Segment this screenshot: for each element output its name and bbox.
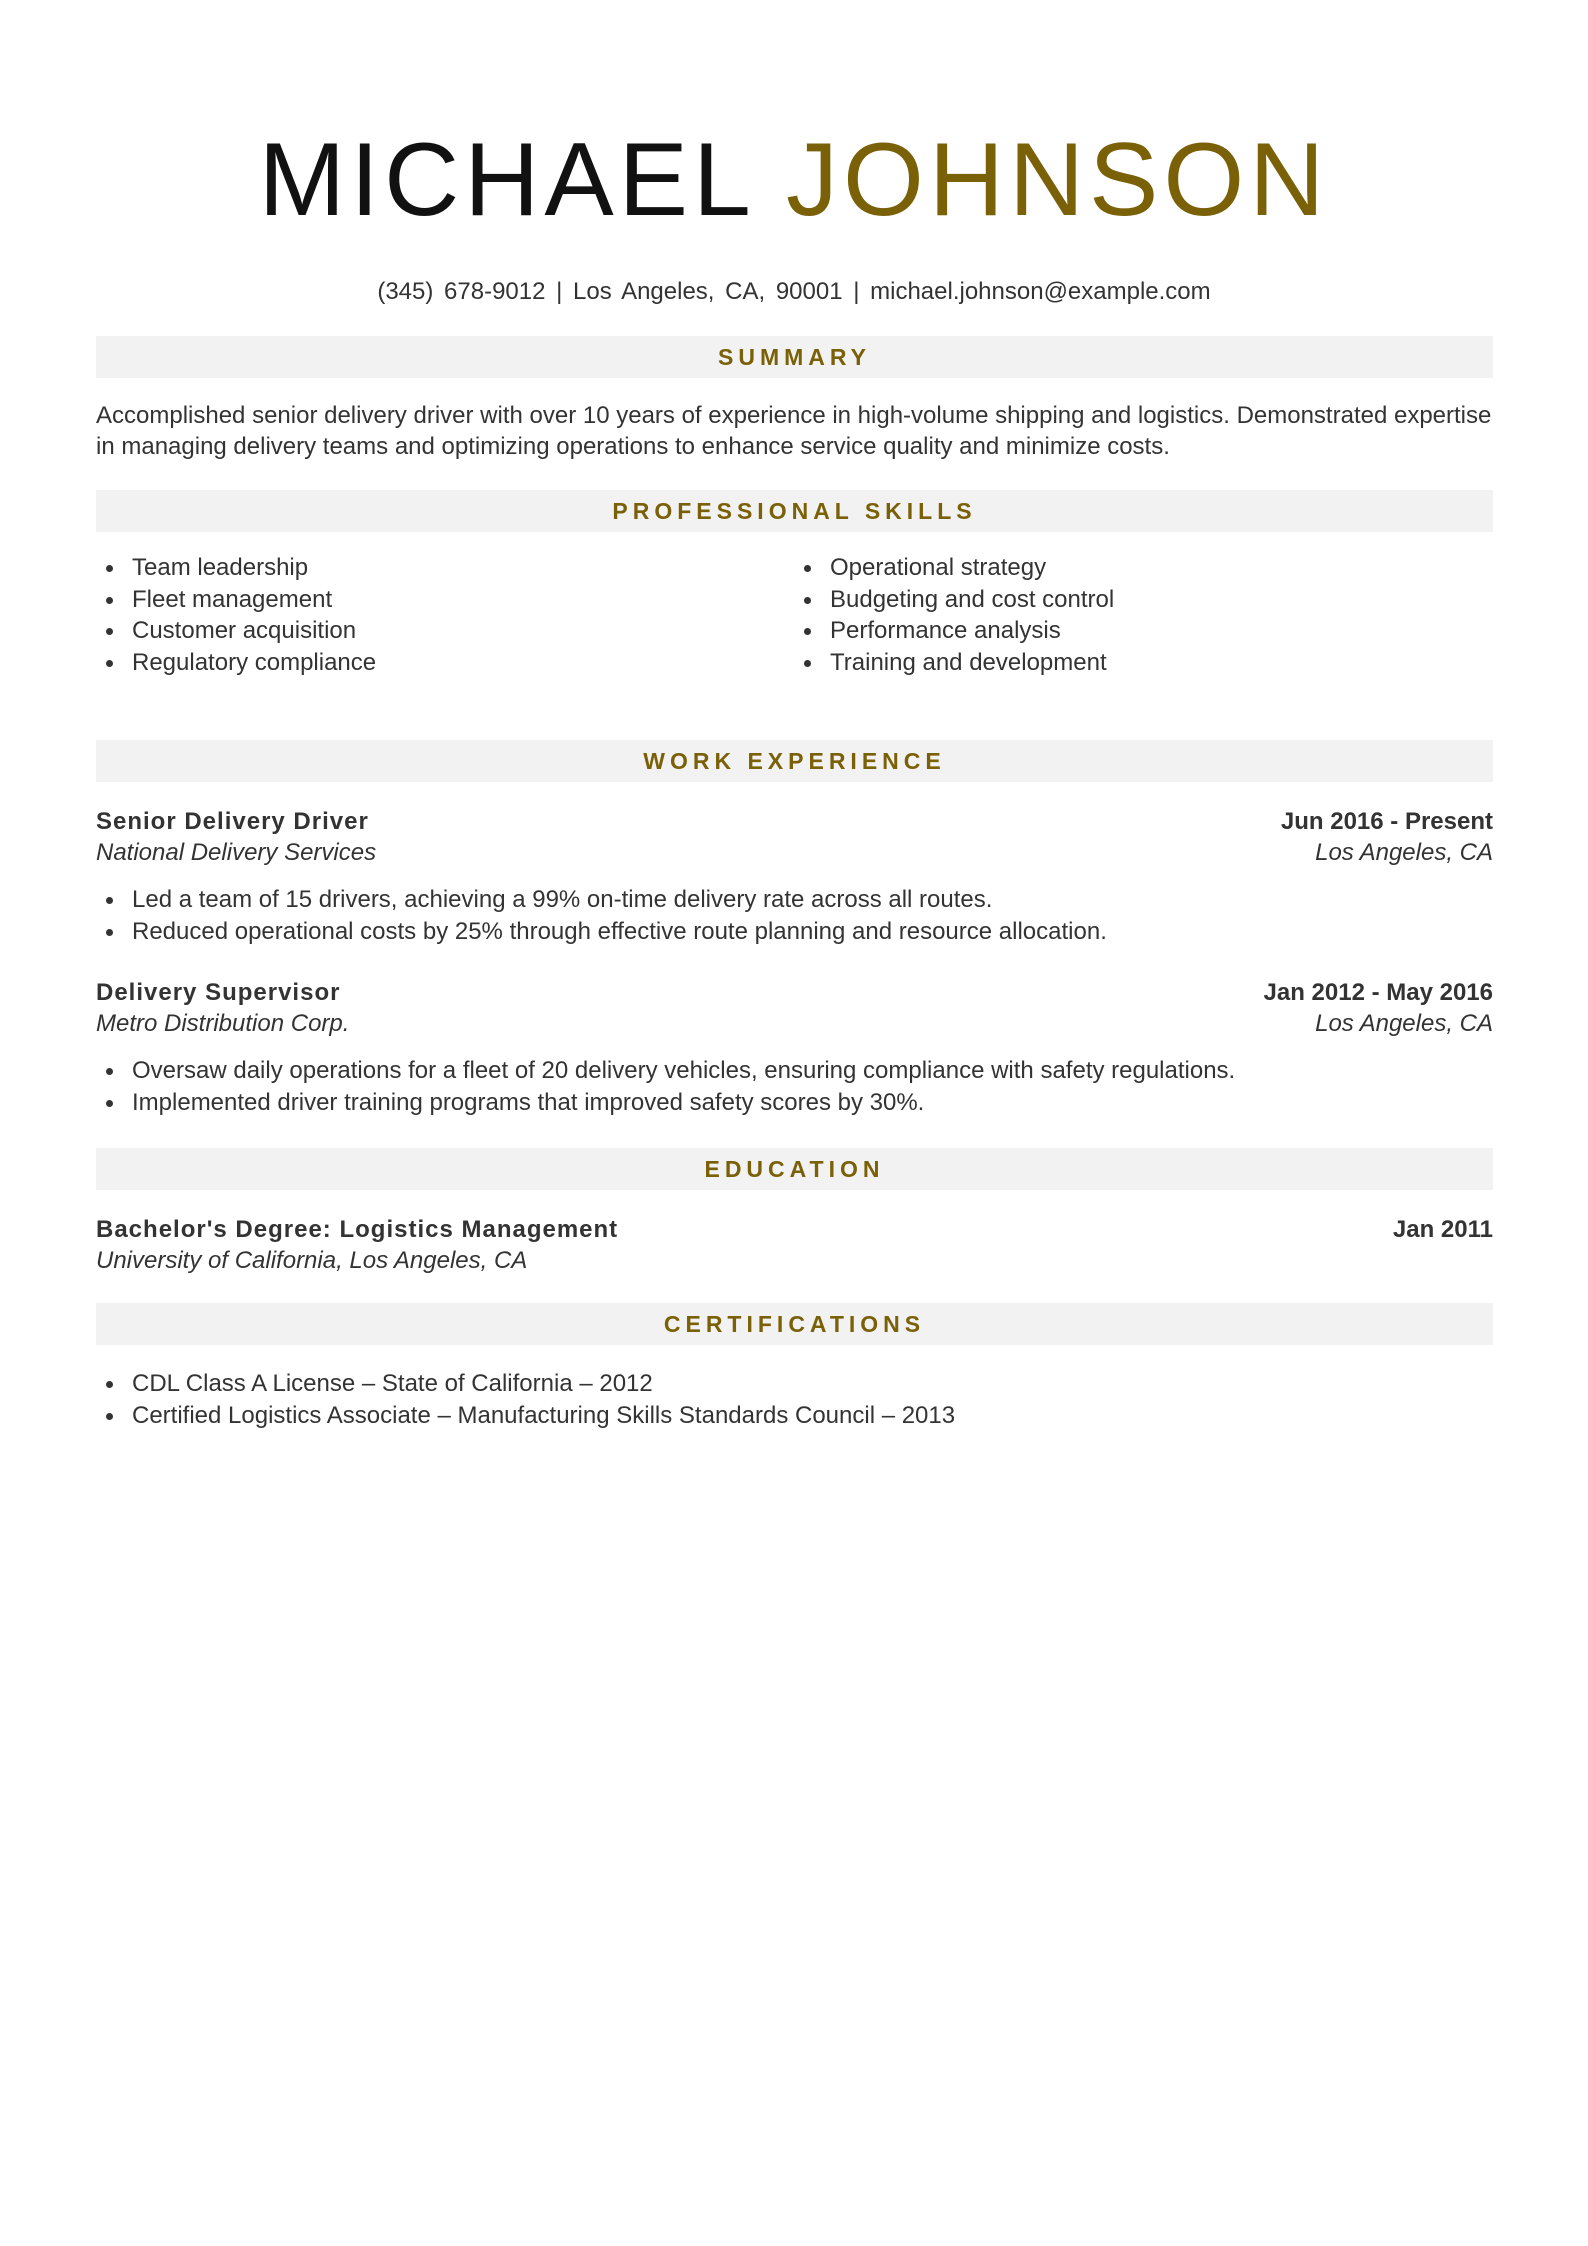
list-item: Certified Logistics Associate – Manufacturing Skills Standards Council – 2013 — [96, 1400, 1493, 1432]
summary-heading: SUMMARY — [96, 336, 1493, 378]
skills-list-left — [96, 552, 776, 678]
contact-line: (345) 678-9012 | Los Angeles, CA, 90001 | michael.johnson@example.com — [377, 278, 1211, 305]
list-item: Customer acquisition — [96, 615, 776, 647]
list-item: Training and development — [794, 647, 1474, 679]
education-date: Jan 2011 — [1392, 1216, 1493, 1243]
job-title: Senior Delivery Driver — [96, 808, 369, 835]
degree: Bachelor's Degree: Logistics Management — [96, 1216, 619, 1243]
list-item: Budgeting and cost control — [794, 584, 1474, 616]
job-dates: Jun 2016 - Present — [1280, 808, 1493, 835]
list-item: CDL Class A License – State of California – 2012 — [96, 1368, 1493, 1400]
job-location: Los Angeles, CA — [1315, 839, 1493, 866]
list-item: Operational strategy — [794, 552, 1474, 584]
first-name: MICHAEL — [258, 122, 753, 238]
education-entry — [96, 1214, 1493, 1276]
list-item: Implemented driver training programs that improved safety scores by 30%. — [96, 1087, 1493, 1119]
school: University of California, Los Angeles, CA — [96, 1247, 528, 1274]
job-dates: Jan 2012 - May 2016 — [1263, 979, 1493, 1006]
job-entry — [96, 977, 1493, 1039]
list-item: Led a team of 15 drivers, achieving a 99% on-time delivery rate across all routes. — [96, 884, 1493, 916]
education-heading: EDUCATION — [96, 1148, 1493, 1190]
list-item: Regulatory compliance — [96, 647, 776, 679]
list-item: Team leadership — [96, 552, 776, 584]
list-item: Performance analysis — [794, 615, 1474, 647]
candidate-name — [0, 120, 1588, 240]
job-bullets — [96, 884, 1493, 947]
list-item: Fleet management — [96, 584, 776, 616]
summary-text: Accomplished senior delivery driver with over 10 years of experience in high-volume shipping and logistics. Demonstrated expertise in managing delivery teams and optimizing operations to enhance service quality and minimize costs. — [96, 402, 1492, 460]
list-item: Oversaw daily operations for a fleet of 20 delivery vehicles, ensuring compliance with safety regulations. — [96, 1055, 1493, 1087]
job-bullets — [96, 1055, 1493, 1118]
skills-heading: PROFESSIONAL SKILLS — [96, 490, 1493, 532]
job-location: Los Angeles, CA — [1315, 1010, 1493, 1037]
certifications-heading: CERTIFICATIONS — [96, 1303, 1493, 1345]
experience-heading: WORK EXPERIENCE — [96, 740, 1493, 782]
job-title: Delivery Supervisor — [96, 979, 341, 1006]
certifications-list — [96, 1368, 1493, 1431]
last-name: JOHNSON — [785, 122, 1330, 238]
list-item: Reduced operational costs by 25% through effective route planning and resource allocation. — [96, 916, 1493, 948]
skills-list-right — [794, 552, 1474, 678]
job-company: Metro Distribution Corp. — [96, 1010, 350, 1037]
job-entry — [96, 806, 1493, 868]
job-company: National Delivery Services — [96, 839, 377, 866]
